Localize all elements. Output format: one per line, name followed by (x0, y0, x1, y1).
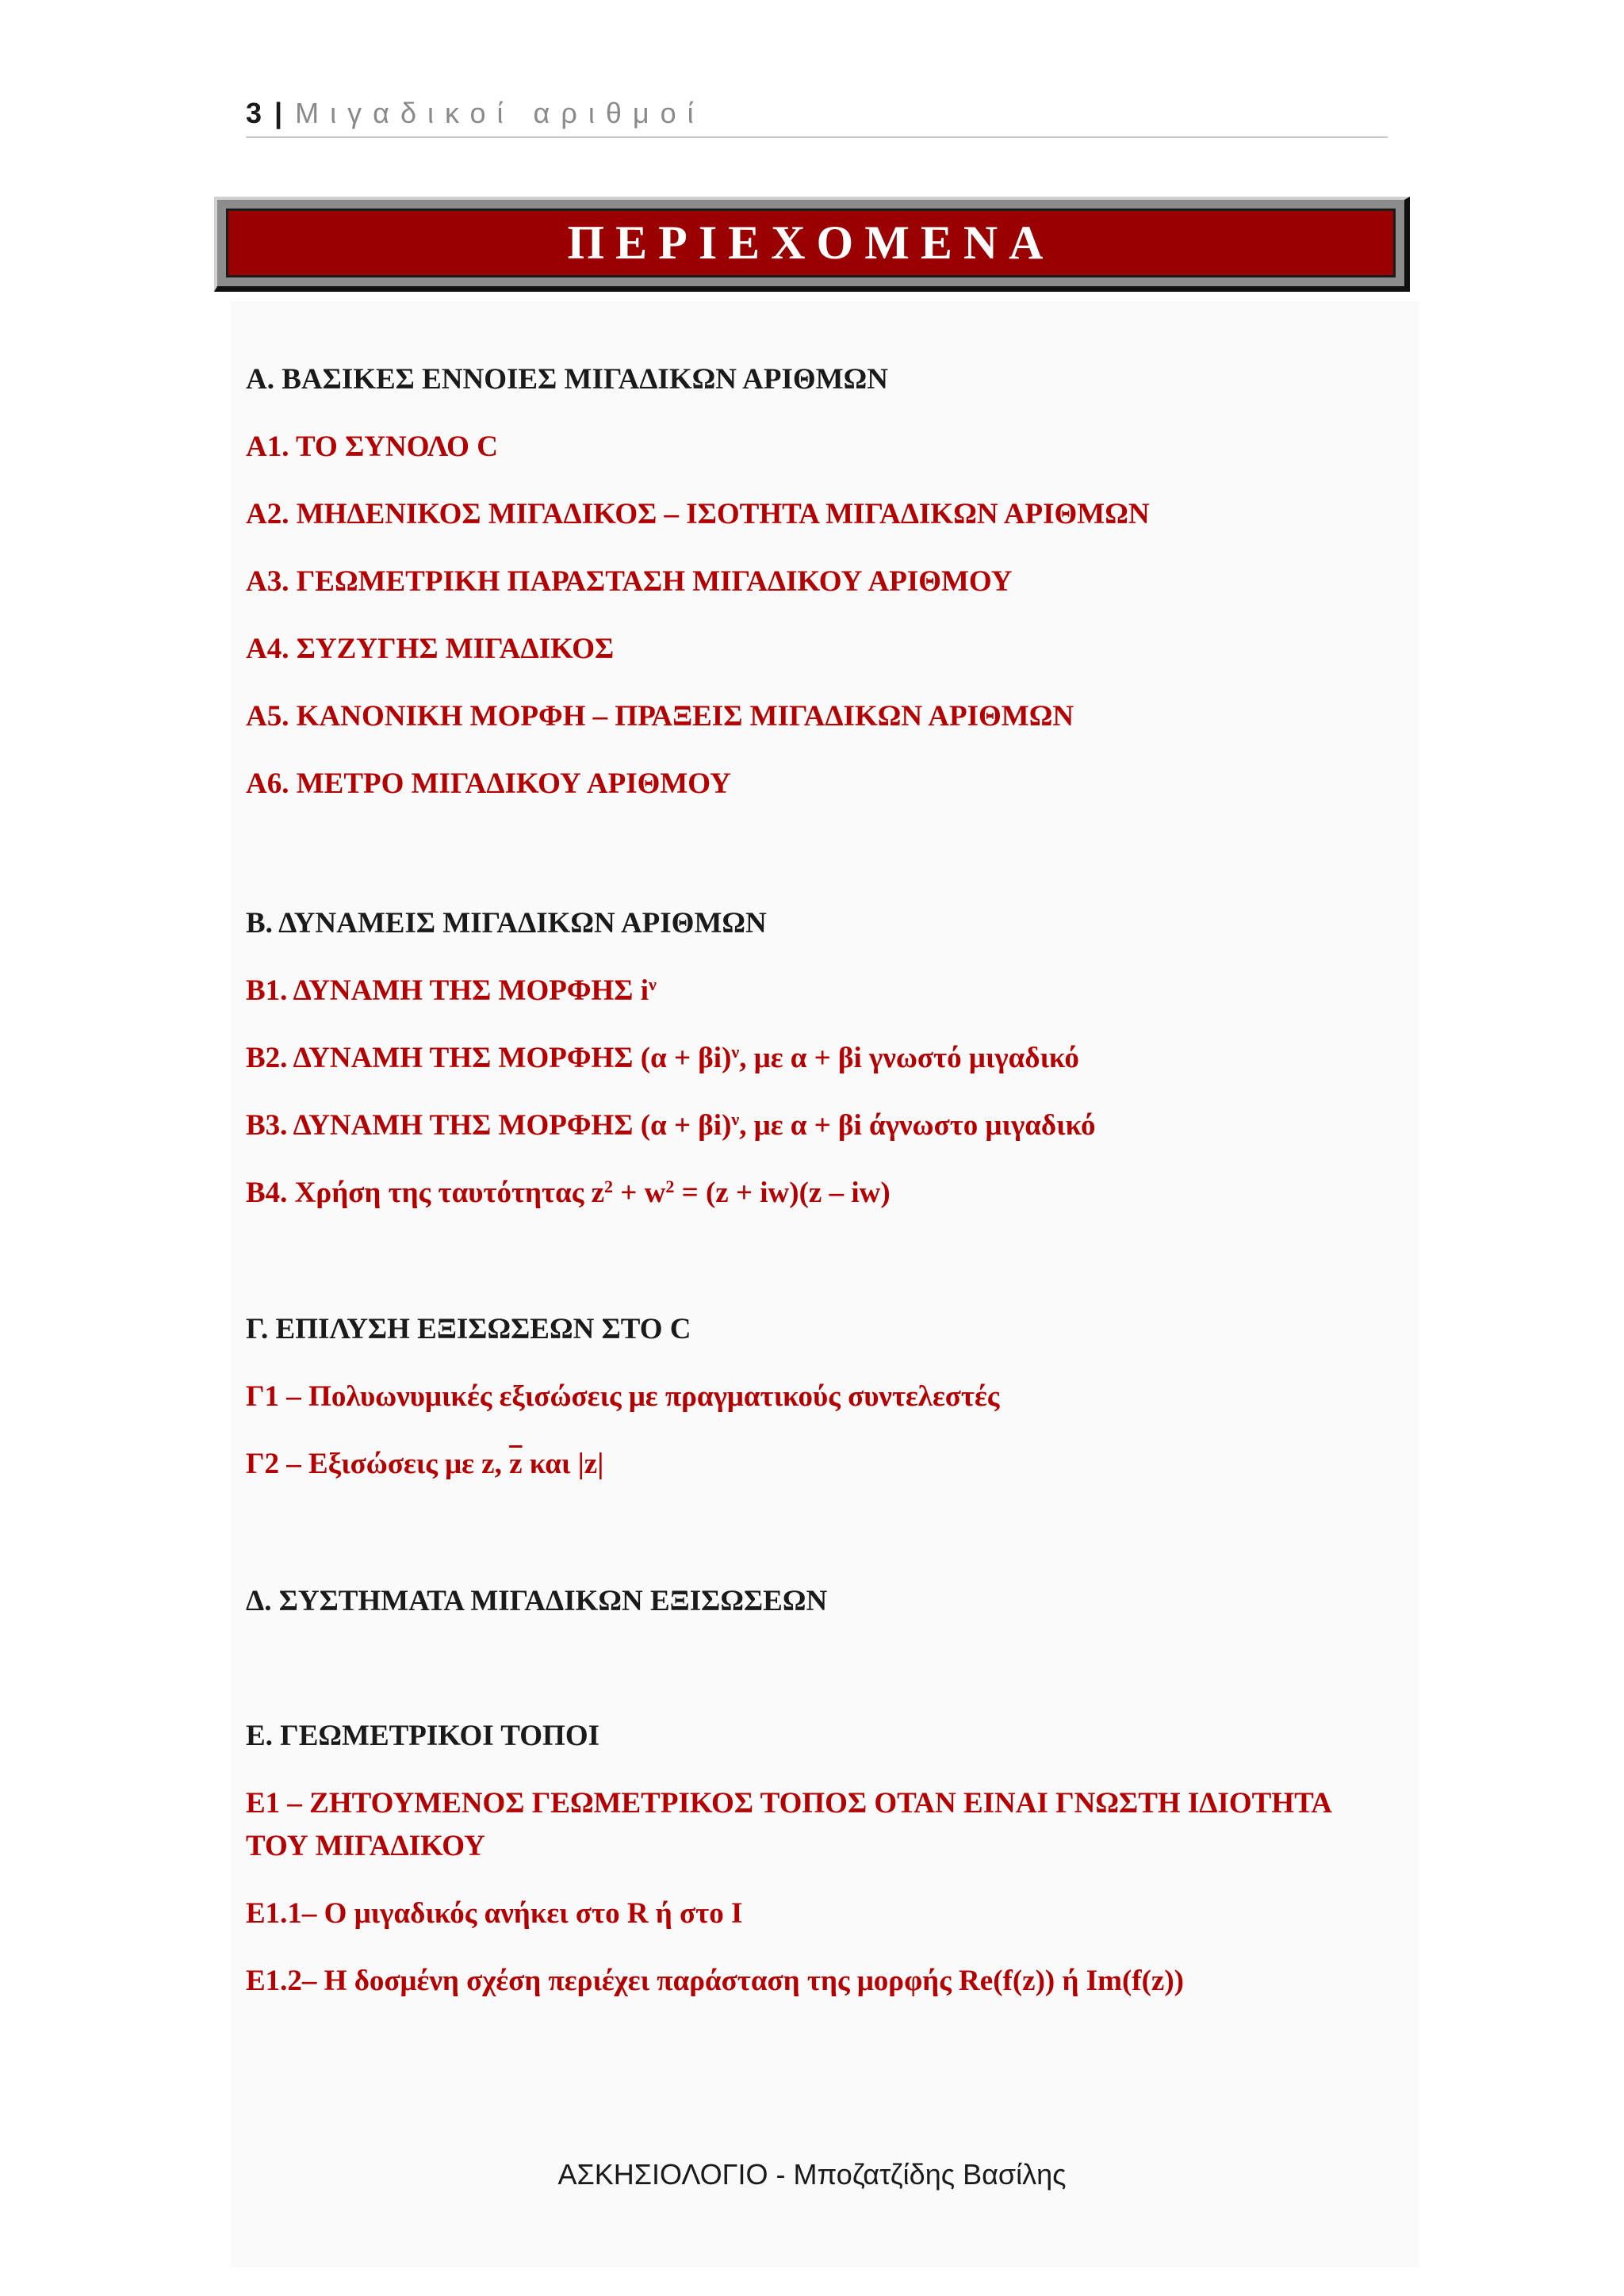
toc-item-b3-exponent: ν (731, 1109, 740, 1129)
toc-section-c[interactable]: Γ. ΕΠΙΛΥΣΗ ΕΞΙΣΩΣΕΩΝ ΣΤΟ C (246, 1313, 691, 1345)
toc-item-c2-post: και |z| (522, 1448, 604, 1480)
toc-item-b2[interactable] (246, 1037, 1396, 1080)
toc-item-a1[interactable]: Α1. ΤΟ ΣΥΝΟΛΟ C (246, 430, 498, 463)
toc-item-b4-post: = (z + iw)(z – iw) (674, 1177, 891, 1209)
toc-item-b4-mid: + w (613, 1177, 666, 1209)
toc-section-a[interactable]: Α. ΒΑΣΙΚΕΣ ΕΝΝΟΙΕΣ ΜΙΓΑΔΙΚΩΝ ΑΡΙΘΜΩΝ (246, 363, 888, 396)
toc-item-c1[interactable]: Γ1 – Πολυωνυμικές εξισώσεις με πραγματικούς συντελεστές (246, 1380, 1000, 1413)
contents-heading: ΠΕΡΙΕΧΟΜΕΝΑ (567, 216, 1055, 269)
toc-item-b4-exponent-2: 2 (665, 1177, 675, 1196)
contents-heading-banner (226, 209, 1396, 277)
toc-item-b3-post: , με α + βi άγνωστο μιγαδικό (739, 1109, 1096, 1142)
toc-section-b[interactable]: Β. ΔΥΝΑΜΕΙΣ ΜΙΓΑΔΙΚΩΝ ΑΡΙΘΜΩΝ (246, 907, 767, 939)
toc-section-d[interactable]: Δ. ΣΥΣΤΗΜΑΤΑ ΜΙΓΑΔΙΚΩΝ ΕΞΙΣΩΣΕΩΝ (246, 1585, 828, 1617)
toc-item-c2-pre: Γ2 – Εξισώσεις με z, (246, 1448, 510, 1480)
toc-item-c2[interactable] (246, 1443, 1396, 1486)
toc-item-a2[interactable]: Α2. ΜΗΔΕΝΙΚΟΣ ΜΙΓΑΔΙΚΟΣ – ΙΣΟΤΗΤΑ ΜΙΓΑΔΙΚΩΝ ΑΡΙΘΜΩΝ (246, 498, 1150, 530)
toc-item-b1-text: Β1. ΔΥΝΑΜΗ ΤΗΣ ΜΟΡΦΗΣ i (246, 974, 649, 1007)
toc-item-b3-pre: Β3. ΔΥΝΑΜΗ ΤΗΣ ΜΟΡΦΗΣ (α + βi) (246, 1109, 732, 1142)
toc-item-b2-pre: Β2. ΔΥΝΑΜΗ ΤΗΣ ΜΟΡΦΗΣ (α + βi) (246, 1042, 732, 1074)
header-title: Μιγαδικοί αριθμοί (295, 97, 705, 129)
page-footer: ΑΣΚΗΣΙΟΛΟΓΙΟ - Μποζατζίδης Βασίλης (557, 2158, 1067, 2191)
toc-item-b4-exponent-1: 2 (604, 1177, 614, 1196)
toc-item-a4[interactable]: Α4. ΣΥΖΥΓΗΣ ΜΙΓΑΔΙΚΟΣ (246, 633, 615, 665)
toc-item-e1-2[interactable]: Ε1.2– Η δοσμένη σχέση περιέχει παράσταση της μορφής Re(f(z)) ή Im(f(z)) (246, 1965, 1184, 1997)
toc-item-c2-conjugate: $\overline{z}$ (509, 1448, 523, 1480)
header-separator: | (274, 97, 283, 129)
page-number: 3 (246, 97, 262, 129)
toc-item-a5[interactable]: Α5. ΚΑΝΟΝΙΚΗ ΜΟΡΦΗ – ΠΡΑΞΕΙΣ ΜΙΓΑΔΙΚΩΝ ΑΡΙΘΜΩΝ (246, 700, 1074, 733)
toc-item-b3[interactable] (246, 1104, 1396, 1147)
toc-item-e1[interactable]: Ε1 – ΖΗΤΟΥΜΕΝΟΣ ΓΕΩΜΕΤΡΙΚΟΣ ΤΟΠΟΣ ΟΤΑΝ ΕΙΝΑΙ ΓΝΩΣΤΗ ΙΔΙΟΤΗΤΑ ΤΟΥ ΜΙΓΑΔΙΚΟΥ (246, 1787, 1331, 1862)
contents-heading-box (214, 197, 1410, 292)
toc-item-b4-pre: Β4. Χρήση της ταυτότητας z (246, 1177, 605, 1209)
toc-item-b4[interactable] (246, 1172, 1396, 1215)
page-header (246, 94, 1388, 138)
toc-item-a3[interactable]: Α3. ΓΕΩΜΕΤΡΙΚΗ ΠΑΡΑΣΤΑΣΗ ΜΙΓΑΔΙΚΟΥ ΑΡΙΘΜΟΥ (246, 565, 1013, 598)
toc-item-b1-exponent: ν (649, 974, 657, 994)
toc-item-e1-1[interactable]: Ε1.1– Ο μιγαδικός ανήκει στο R ή στο Ι (246, 1897, 743, 1930)
toc-item-b2-post: , με α + βi γνωστό μιγαδικό (739, 1042, 1079, 1074)
toc-item-a6[interactable]: Α6. ΜΕΤΡΟ ΜΙΓΑΔΙΚΟΥ ΑΡΙΘΜΟΥ (246, 767, 731, 800)
toc-section-e[interactable]: Ε. ΓΕΩΜΕΤΡΙΚΟΙ ΤΟΠΟΙ (246, 1720, 600, 1752)
toc-item-b1[interactable] (246, 970, 1396, 1012)
toc-item-b2-exponent: ν (731, 1042, 740, 1062)
